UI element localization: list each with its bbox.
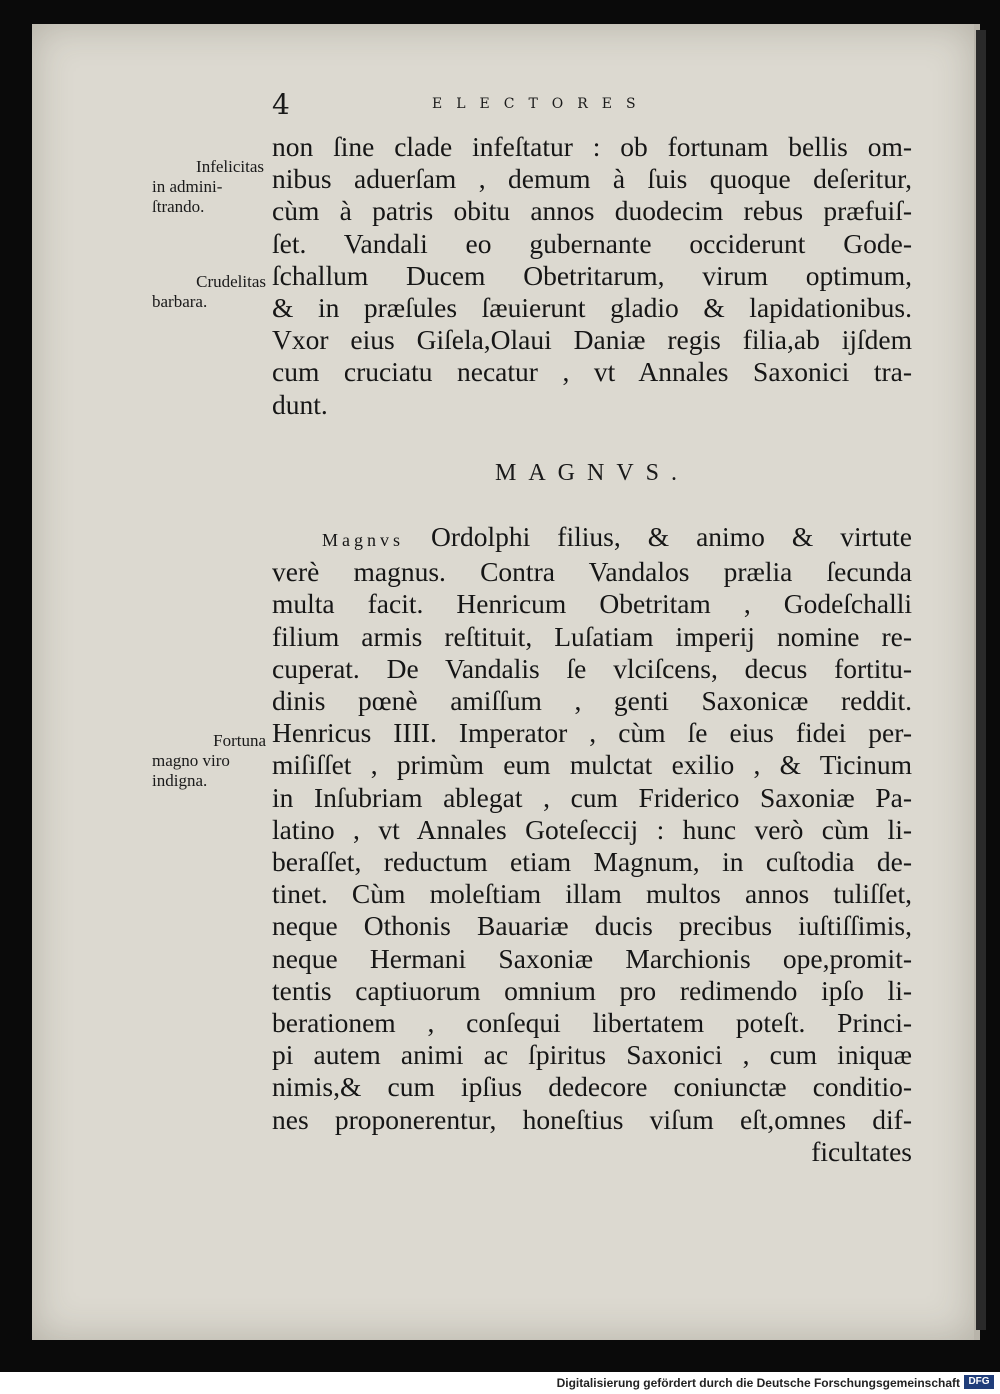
- text-line: latino , vt Annales Goteſeccij : hunc verò cùm li-: [272, 813, 912, 845]
- section-heading: MAGNVS.: [494, 460, 689, 486]
- text-line: miſiſſet , primùm eum mulctat exilio , & Ticinum: [272, 749, 912, 781]
- margin-note-line: indigna.: [152, 771, 208, 790]
- text-line: cùm à patris obitu annos duodecim rebus præfuiſ-: [272, 195, 912, 227]
- text-line: cuperat. De Vandalis ſe vlciſcens, decus fortitu-: [272, 652, 912, 684]
- text-line: nibus aduerſam , demum à ſuis quoque deſeritur,: [272, 163, 912, 195]
- text-line: cum cruciatu necatur , vt Annales Saxonici tra-: [272, 356, 912, 388]
- page-edge: [976, 30, 986, 1330]
- text-line: tentis captiuorum omnium pro redimendo ipſo li-: [272, 974, 912, 1006]
- smallcaps-name: Magnvs: [322, 530, 404, 550]
- text-line: in Inſubriam ablegat , cum Friderico Saxoniæ Pa-: [272, 781, 912, 813]
- text-line: dunt.: [272, 388, 328, 420]
- running-head: ELECTORES: [432, 96, 650, 112]
- margin-note-infelicitas: [152, 157, 264, 217]
- page-number: 4: [272, 88, 290, 121]
- text-line: Henricus IIII. Imperator , cùm ſe eius fidei per-: [272, 717, 912, 749]
- text-line: tinet. Cùm moleſtiam illam multos annos tuliſſet,: [272, 878, 912, 910]
- margin-note-line: Crudelitas: [196, 272, 266, 291]
- text-line: ſchallum Ducem Obetritarum, virum optimum,: [272, 259, 912, 291]
- text-line: filium armis reſtituit, Luſatiam imperij nomine re-: [272, 620, 912, 652]
- text-line: Vxor eius Giſela,Olaui Daniæ regis filia,ab ijſdem: [272, 324, 912, 356]
- text-line: nimis,& cum ipſius dedecore coniunctæ conditio-: [272, 1071, 912, 1103]
- footer-credit: Digitalisierung gefördert durch die Deutsche Forschungsgemeinschaft: [556, 1376, 960, 1390]
- margin-note-line: magno viro: [152, 751, 230, 770]
- margin-note-fortuna: [152, 731, 266, 791]
- digitization-footer: [0, 1372, 1000, 1394]
- margin-note-line: Infelicitas: [196, 157, 264, 176]
- text-line: nes proponerentur, honeſtius viſum eſt,omnes dif-: [272, 1103, 912, 1135]
- first-line-rest: Ordolphi filius, & animo & virtute: [431, 521, 912, 552]
- text-line: pi autem animi ac ſpiritus Saxonici , cum iniquæ: [272, 1039, 912, 1071]
- text-line: dinis pœnè amiſſum , genti Saxonicæ reddit.: [272, 685, 912, 717]
- margin-note-line: Fortuna: [213, 731, 266, 750]
- text-line: non ſine clade infeſtatur : ob fortunam bellis om-: [272, 131, 912, 162]
- body-text-block-2: [272, 521, 912, 1168]
- text-line: multa facit. Henricum Obetritam , Godeſchalli: [272, 588, 912, 620]
- dfg-logo-icon: DFG: [964, 1375, 994, 1389]
- text-line: neque Othonis Bauariæ ducis precibus iuſtiſſimis,: [272, 910, 912, 942]
- text-line: & in præſules ſæuierunt gladio & lapidationibus.: [272, 292, 912, 324]
- margin-note-crudelitas: [152, 272, 266, 312]
- text-line: berationem , conſequi libertatem poteſt. Princi-: [272, 1007, 912, 1039]
- text-line: ſet. Vandali eo gubernante occiderunt Gode-: [272, 227, 912, 259]
- text-line: beraſſet, reductum etiam Magnum, in cuſtodia de-: [272, 846, 912, 878]
- margin-note-line: barbara.: [152, 292, 208, 311]
- text-line: neque Hermani Saxoniæ Marchionis ope,promit-: [272, 942, 912, 974]
- margin-note-line: in admini-: [152, 177, 223, 196]
- catchword: ficultates: [811, 1135, 912, 1167]
- body-text-block-1: [272, 131, 912, 421]
- text-line: verè magnus. Contra Vandalos prælia ſecunda: [272, 556, 912, 588]
- first-text-line: [272, 521, 912, 556]
- margin-note-line: ſtrando.: [152, 197, 205, 216]
- page-header: [272, 88, 912, 122]
